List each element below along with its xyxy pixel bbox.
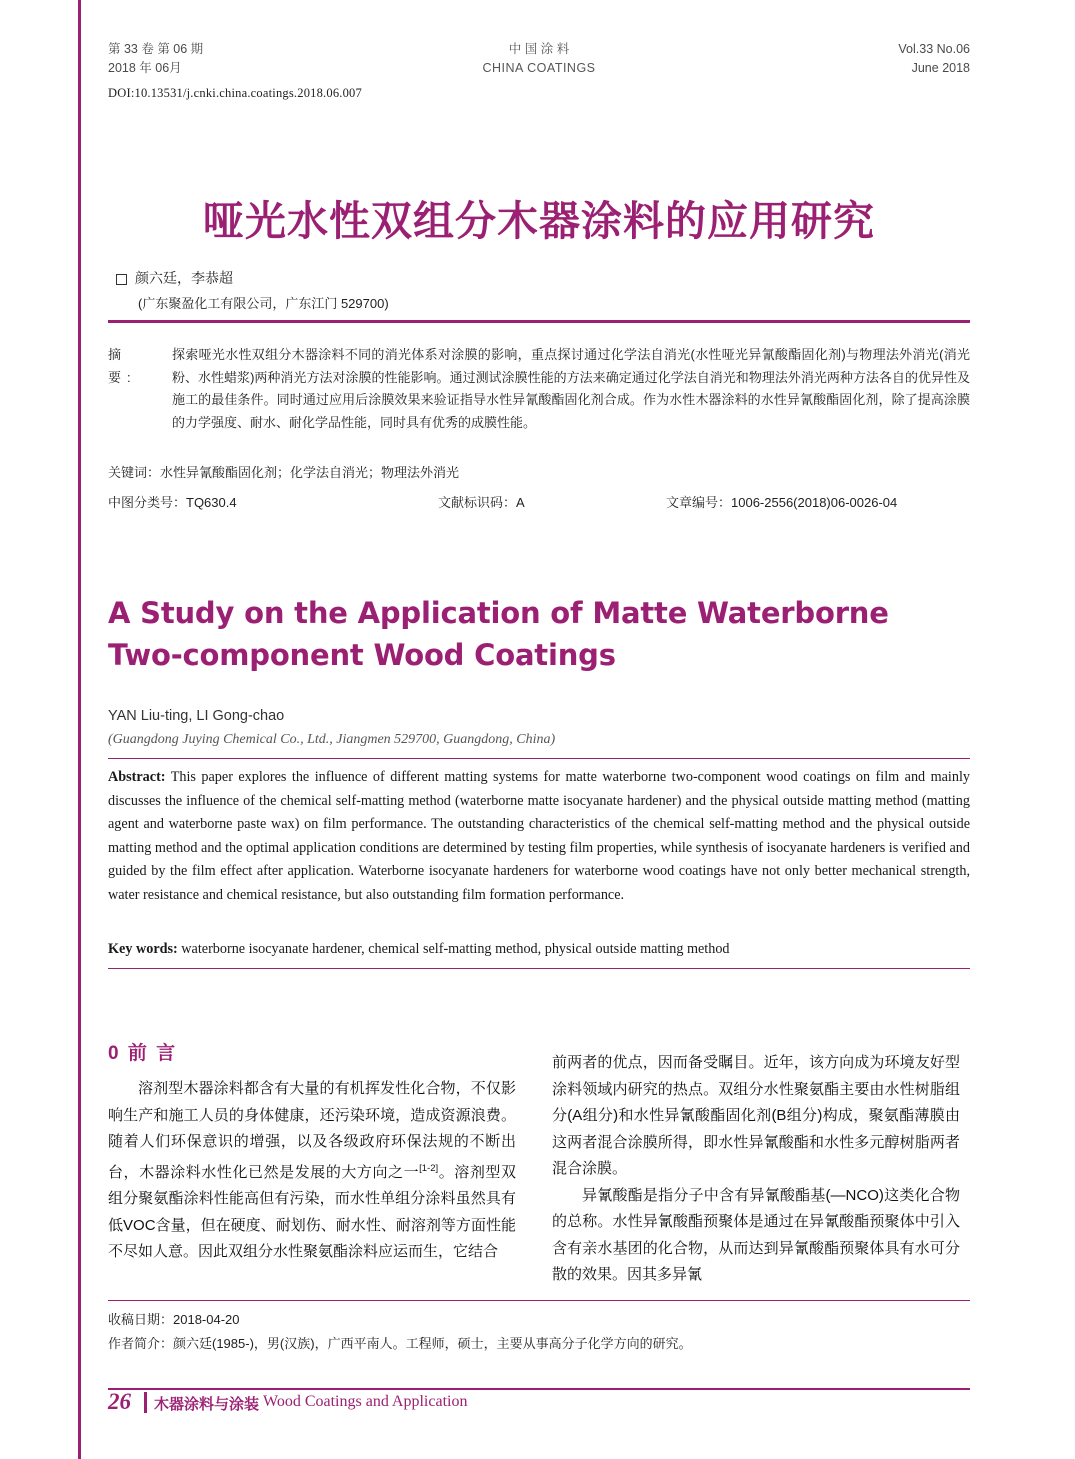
article-id: 文章编号：1006-2556(2018)06-0026-04 <box>666 495 898 510</box>
clc-number: 中图分类号：TQ630.4 <box>108 495 237 510</box>
page-title-zh: 哑光水性双组分木器涂料的应用研究 <box>203 197 875 245</box>
authors-zh-text: 颜六廷，李恭超 <box>135 270 233 286</box>
author-bio: 作者简介：颜六廷(1985-)，男(汉族)，广西平南人。工程师，硕士，主要从事高分子化学方向的研究。 <box>108 1336 692 1351</box>
volume-issue-en-line1: Vol.33 No.06 <box>898 42 970 56</box>
volume-issue-line1: 第 33 卷 第 06 期 <box>108 42 204 56</box>
body-column-left <box>108 1076 516 1266</box>
divider-thick <box>108 320 970 323</box>
page-content <box>108 0 970 1459</box>
journal-name-en: CHINA COATINGS <box>482 61 596 75</box>
divider-thin-top <box>108 758 970 759</box>
volume-issue-en <box>898 40 970 78</box>
classification-row <box>108 492 970 511</box>
keywords-zh: 关键词：水性异氰酸酯固化剂；化学法自消光；物理法外消光 <box>108 465 460 480</box>
footer-section-en: Wood Coatings and Application <box>263 1393 468 1410</box>
volume-issue-line2: 2018 年 06月 <box>108 61 182 75</box>
footer-accent-bar <box>108 1388 970 1390</box>
page-title-en-line2: Two-component Wood Coatings <box>108 638 616 672</box>
authors-zh <box>116 268 233 288</box>
page-title-en <box>108 592 970 676</box>
abstract-zh-label: 摘 要: <box>108 347 137 385</box>
paragraph-right-1: 前两者的优点，因而备受瞩目。近年，该方向成为环境友好型涂料领域内研究的热点。双组分水性聚氨酯主要由水性树脂组分(A组分)和水性异氰酸酯固化剂(B组分)构成，聚氨酯薄膜由这两者混合涂膜所得，即水性异氰酸酯和水性多元醇树脂两者混合涂膜。 <box>552 1054 960 1177</box>
page-number: 26 <box>108 1389 131 1414</box>
doi-text: DOI:10.13531/j.cnki.china.coatings.2018.06.007 <box>108 86 362 100</box>
journal-name <box>108 40 970 78</box>
abstract-en <box>108 766 970 907</box>
affiliation-en: (Guangdong Juying Chemical Co., Ltd., Jiangmen 529700, Guangdong, China) <box>108 732 556 747</box>
abstract-en-text: This paper explores the influence of different matting systems for matte waterborne two-component wood coatings on film and mainly discusses the influence of the chemical self-matting method (waterborne matte isocyanate hardener) and the physical outside matting method (matting agent and waterborne paste wax) on film performance. The outstanding characteristics of the chemical self-matting method and the physical outside matting method and the optimal application conditions are determined by testing film properties, while synthesis of isocyanate hardeners is verified and guided by the film effect after application. Waterborne isocyanate hardeners for waterborne wood coatings have not only better mechanical strength, water resistance and chemical resistance, but also outstanding film formation performance. <box>108 769 970 903</box>
paragraph-left-1b: 。溶剂型双组分聚氨酯涂料性能高但有污染，而水性单组分涂料虽然具有低VOC含量，但在硬度、耐划伤、耐水性、耐溶剂等方面性能不尽如人意。因此双组分水性聚氨酯涂料应运而生，它结合 <box>108 1163 516 1260</box>
authors-en: YAN Liu-ting, LI Gong-chao <box>108 708 285 724</box>
footer-divider <box>108 1300 970 1301</box>
footer-tick-marker <box>144 1392 147 1413</box>
body-column-right <box>552 1050 960 1289</box>
citation-ref: [1-2] <box>419 1162 439 1174</box>
document-code: 文献标识码：A <box>438 495 525 510</box>
page-title-en-line1: A Study on the Application of Matte Waterborne <box>108 596 889 630</box>
journal-header <box>108 0 970 100</box>
square-marker-icon <box>116 274 127 285</box>
paragraph-left-1 <box>108 1076 516 1266</box>
keywords-en-text: waterborne isocyanate hardener, chemical self-matting method, physical outside matting method <box>177 941 730 957</box>
keywords-en-label: Key words: <box>108 941 178 957</box>
volume-issue-en-line2: June 2018 <box>911 61 970 75</box>
journal-name-zh: 中 国 涂 料 <box>508 42 570 56</box>
paragraph-right-2: 异氰酸酯是指分子中含有异氰酸酯基(—NCO)这类化合物的总称。水性异氰酸酯预聚体是通过在异氰酸酯预聚体中引入含有亲水基团的化合物，从而达到异氰酸酯预聚体具有水可分散的效果。因其多异氰 <box>552 1186 960 1283</box>
affiliation-zh: (广东聚盈化工有限公司，广东江门 529700) <box>138 296 389 311</box>
abstract-zh-text: 探索哑光水性双组分木器涂料不同的消光体系对涂膜的影响，重点探讨通过化学法自消光(水性哑光异氰酸酯固化剂)与物理法外消光(消光粉、水性蜡浆)两种消光方法对涂膜的性能影响。通过测试涂膜性能的方法来确定通过化学法自消光和物理法外消光两种方法各自的优异性及施工的最佳条件。同时通过应用后涂膜效果来验证指导水性异氰酸酯固化剂合成。作为水性木器涂料的水性异氰酸酯固化剂，除了提高涂膜的力学强度、耐水、耐化学品性能，同时具有优秀的成膜性能。 <box>172 347 970 430</box>
keywords-en <box>108 938 970 962</box>
paragraph-left-1a: 溶剂型木器涂料都含有大量的有机挥发性化合物，不仅影响生产和施工人员的身体健康，还污染环境，造成资源浪费。随着人们环保意识的增强，以及各级政府环保法规的不断出台，木器涂料水性化已然是发展的大方向之一 <box>108 1080 516 1181</box>
abstract-zh <box>108 344 970 434</box>
divider-thin-bottom <box>108 968 970 969</box>
abstract-en-label: Abstract: <box>108 769 166 785</box>
footer-notes <box>108 1308 692 1356</box>
section-heading-intro: 0 前 言 <box>108 1043 178 1064</box>
footer-section-zh: 木器涂料与涂装 <box>154 1396 260 1413</box>
left-accent-bar <box>78 0 81 1459</box>
received-date: 收稿日期：2018-04-20 <box>108 1312 240 1327</box>
